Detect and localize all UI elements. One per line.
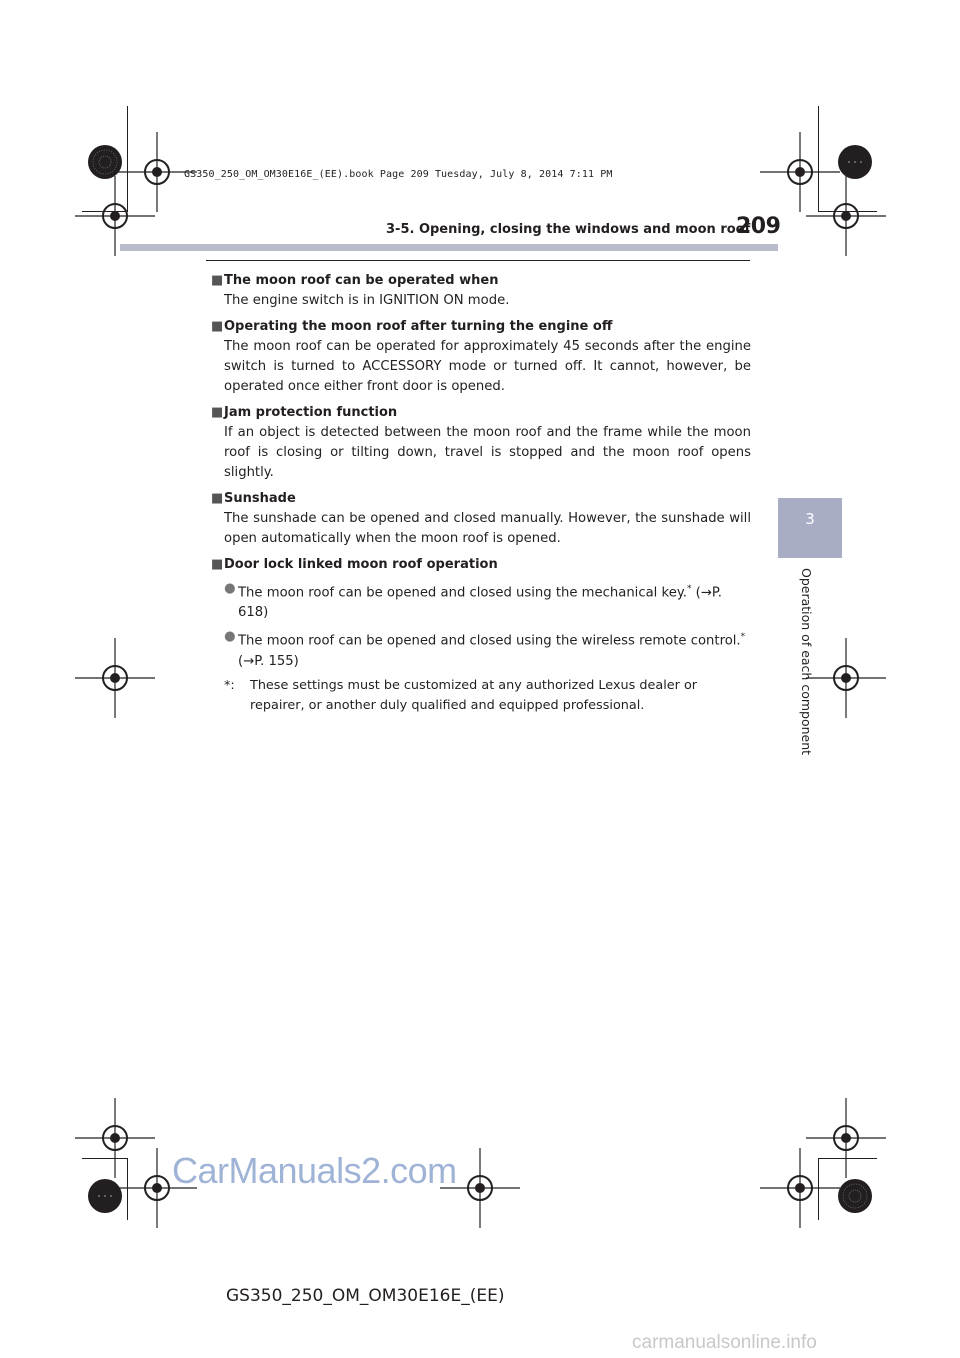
chapter-tab [778,498,842,558]
chapter-label: Operation of each component [799,568,814,756]
bullet-icon: ● [224,629,236,645]
section-block [211,489,751,549]
crop-mark [82,211,127,212]
list-item-text: The moon roof can be opened and closed using the mechanical key. [238,585,687,601]
crop-mark [127,1158,128,1220]
footnote [211,676,751,716]
chapter-number: 3 [805,510,815,528]
section-title: 3-5. Opening, closing the windows and moon roof [386,222,751,237]
header-rule [206,260,750,261]
section-block [211,403,751,483]
crop-mark [818,1158,819,1220]
header-bar [120,244,778,251]
page-reference-link[interactable]: (→P. 618) [238,585,722,621]
square-bullet-icon: ■ [211,273,224,288]
section-body: The sunshade can be opened and closed manually. However, the sunshade will open automatically when the moon roof is opened. [224,511,751,546]
section-block [211,271,751,311]
document-code: GS350_250_OM_OM30E16E_(EE) [226,1286,505,1306]
section-body: The moon roof can be operated for approximately 45 seconds after the engine switch is turned to ACCESSORY mode or turned off. It cannot, however, be operated once either front door is opened. [224,339,751,394]
crop-mark [819,211,877,212]
content [211,271,751,722]
section-heading: The moon roof can be operated when [224,273,499,288]
corner-disc-icon [837,144,873,180]
corner-disc-icon [837,1178,873,1214]
footnote-asterisk: * [740,632,746,643]
page-reference-link[interactable]: (→P. 155) [238,653,299,669]
footnote-mark: *: [224,677,235,693]
square-bullet-icon: ■ [211,491,224,506]
watermark-logo: CarManuals2.com [172,1150,457,1191]
section-heading: Jam protection function [224,405,398,420]
section-body: If an object is detected between the moon roof and the frame while the moon roof is closing or tilting down, travel is stopped and the moon roof opens slightly. [224,425,751,480]
crop-mark [82,1158,127,1159]
list-item [211,579,751,623]
section-block [211,555,751,716]
section-heading: Sunshade [224,491,296,506]
registration-mark-icon [760,1148,840,1228]
footnote-text: These settings must be customized at any authorized Lexus dealer or repairer, or another duly qualified and equipped professional. [250,677,698,713]
crop-mark [127,106,128,212]
corner-disc-icon [87,144,123,180]
site-watermark: carmanualsonline.info [632,1332,817,1353]
corner-disc-icon [87,1178,123,1214]
section-heading: Operating the moon roof after turning the engine off [224,319,613,334]
crop-mark [819,1158,877,1159]
square-bullet-icon: ■ [211,319,224,334]
footnote-asterisk: * [686,584,692,594]
book-info: GS350_250_OM_OM30E16E_(EE).book Page 209 Tuesday, July 8, 2014 7:11 PM [184,169,613,180]
section-body: The engine switch is in IGNITION ON mode. [224,293,510,308]
page-number: 209 [736,214,781,239]
registration-mark-icon [75,638,155,718]
square-bullet-icon: ■ [211,557,224,572]
bullet-icon: ● [224,581,236,596]
section-block [211,317,751,397]
square-bullet-icon: ■ [211,405,224,420]
crop-mark [818,106,819,212]
list-item [211,627,751,671]
registration-mark-icon [806,638,886,718]
list-item-text: The moon roof can be opened and closed using the wireless remote control. [238,633,741,649]
section-heading: Door lock linked moon roof operation [224,557,498,572]
